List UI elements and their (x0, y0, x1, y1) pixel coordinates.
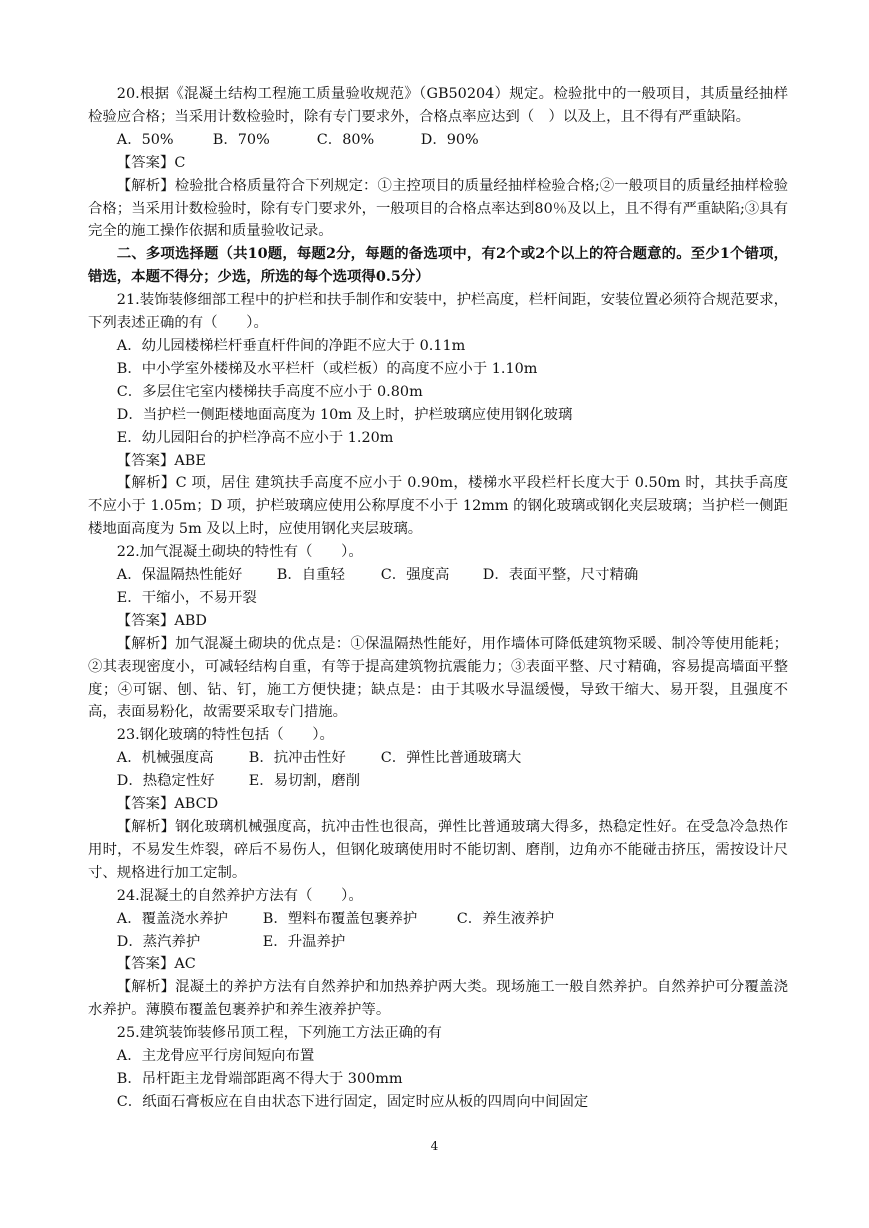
question-21-answer: 【答案】ABE (116, 452, 206, 469)
question-20-analysis: 【解析】检验批合格质量符合下列规定：①主控项目的质量经抽样检验合格;②一般项目的质量经抽样检验合格；当采用计数检验时，除有专门要求外，一般项目的合格点率达到80％及以上，且不得有严重缺陷;③具有完全的施工操作依据和质量验收记录。 (88, 177, 788, 240)
q21-option-c: C．多层住宅室内楼梯扶手高度不应小于 0.80m (116, 383, 423, 400)
q25-option-a: A．主龙骨应平行房间短向布置 (116, 1048, 315, 1065)
question-20-stem: 20.根据《混凝土结构工程施工质量验收规范》（GB50204）规定。检验批中的一般项目，其质量经抽样检验应合格；当采用计数检验时，除有专门要求外，合格点率应达到（ ）以及上，且不得有严重缺陷。 (88, 86, 788, 125)
q23-option-b: B．抗冲击性好 (248, 750, 346, 767)
question-21-analysis: 【解析】C 项，居住 建筑扶手高度不应小于 0.90m，楼梯水平段栏杆长度大于 0.50m 时，其扶手高度不应小于 1.05m；D 项，护栏玻璃应使用公称厚度不小于 12mm 的钢化玻璃或钢化夹层玻璃；当护栏一侧距楼地面高度为 5m 及以上时，应使用钢化夹层玻璃。 (88, 475, 788, 538)
question-24-options-row2 (88, 931, 788, 954)
q20-option-b: B．70% (212, 131, 270, 148)
question-24-analysis: 【解析】混凝土的养护方法有自然养护和加热养护两大类。现场施工一般自然养护。自然养护可分覆盖浇水养护。薄膜布覆盖包裹养护和养生液养护等。 (88, 979, 788, 1019)
question-23-answer: 【答案】ABCD (116, 796, 219, 813)
q25-option-b: B．吊杆距主龙骨端部距离不得大于 300mm (116, 1070, 403, 1087)
question-24-answer: 【答案】AC (116, 956, 196, 973)
q23-option-c: C．弹性比普通玻璃大 (380, 750, 522, 767)
q23-option-d: D．热稳定性好 (116, 773, 215, 790)
q20-option-d: D．90% (420, 131, 479, 148)
question-24-stem: 24.混凝土的自然养护方法有（ ）。 (116, 887, 363, 904)
question-23-options-row1 (88, 747, 788, 770)
question-23-analysis: 【解析】钢化玻璃机械强度高，抗冲击性也很高，弹性比普通玻璃大得多，热稳定性好。在受急冷急热作用时，不易发生炸裂，碎后不易伤人，但钢化玻璃使用时不能切割、磨削，边角亦不能碰击挤压，需按设计尺寸、规格进行加工定制。 (88, 819, 788, 881)
q22-option-a: A．保温隔热性能好 (116, 567, 243, 584)
question-25-stem: 25.建筑装饰装修吊顶工程，下列施工方法正确的有 (116, 1025, 442, 1042)
question-22-answer: 【答案】ABD (116, 612, 207, 629)
q24-option-c: C．养生液养护 (456, 910, 555, 927)
q21-option-d: D．当护栏一侧距楼地面高度为 10m 及上时，护栏玻璃应使用钢化玻璃 (116, 406, 573, 423)
q22-option-c: C．强度高 (380, 567, 450, 584)
question-21-stem: 21.装饰装修细部工程中的护栏和扶手制作和安装中，护栏高度，栏杆间距，安装位置必须符合规范要求，下列表述正确的有（ ）。 (88, 292, 788, 332)
q24-option-e: E．升温养护 (262, 933, 346, 950)
q24-option-a: A．覆盖浇水养护 (116, 910, 228, 927)
question-22-stem: 22.加气混凝土砌块的特性有（ ）。 (116, 544, 363, 561)
question-22-analysis: 【解析】加气混凝土砌块的优点是：①保温隔热性能好，用作墙体可降低建筑物采暖、制冷等使用能耗；②其表现密度小，可减轻结构自重，有等于提高建筑物抗震能力；③表面平整、尺寸精确，容易提高墙面平整度；④可锯、刨、钻、钉，施工方便快捷；缺点是：由于其吸水导温缓慢，导致干缩大、易开裂，且强度不高，表面易粉化，故需要采取专门措施。 (88, 635, 788, 721)
page-number: 4 (430, 1139, 439, 1153)
q21-option-e: E．幼儿园阳台的护栏净高不应小于 1.20m (116, 429, 394, 446)
q23-option-e: E．易切割，磨削 (248, 773, 361, 790)
question-22-options-row1 (88, 564, 788, 587)
q22-option-b: B．自重轻 (276, 567, 345, 584)
q22-option-e: E．干缩小，不易开裂 (116, 589, 257, 606)
question-20-options (88, 129, 788, 152)
q24-option-d: D．蒸汽养护 (116, 933, 201, 950)
question-23-options-row2 (88, 770, 788, 793)
q23-option-a: A．机械强度高 (116, 750, 214, 767)
q20-option-a: A．50% (116, 131, 174, 148)
page-content (88, 83, 788, 1114)
q22-option-d: D．表面平整，尺寸精确 (482, 567, 639, 584)
q21-option-b: B．中小学室外楼梯及水平栏杆（或栏板）的高度不应小于 1.10m (116, 360, 538, 377)
question-23-stem: 23.钢化玻璃的特性包括（ ）。 (116, 727, 334, 744)
section-heading-multiple-choice: 二、多项选择题（共10题，每题2分，每题的备选项中，有2个或2个以上的符合题意的。至少1个错项，错选，本题不得分；少选，所选的每个选项得0.5分） (88, 245, 788, 286)
question-20-answer: 【答案】C (116, 154, 186, 171)
q20-option-c: C．80% (316, 131, 375, 148)
q25-option-c: C．纸面石膏板应在自由状态下进行固定，固定时应从板的四周向中间固定 (116, 1093, 589, 1110)
question-24-options-row1 (88, 908, 788, 931)
q24-option-b: B．塑料布覆盖包裹养护 (262, 910, 418, 927)
q21-option-a: A．幼儿园楼梯栏杆垂直杆件间的净距不应大于 0.11m (116, 337, 466, 354)
